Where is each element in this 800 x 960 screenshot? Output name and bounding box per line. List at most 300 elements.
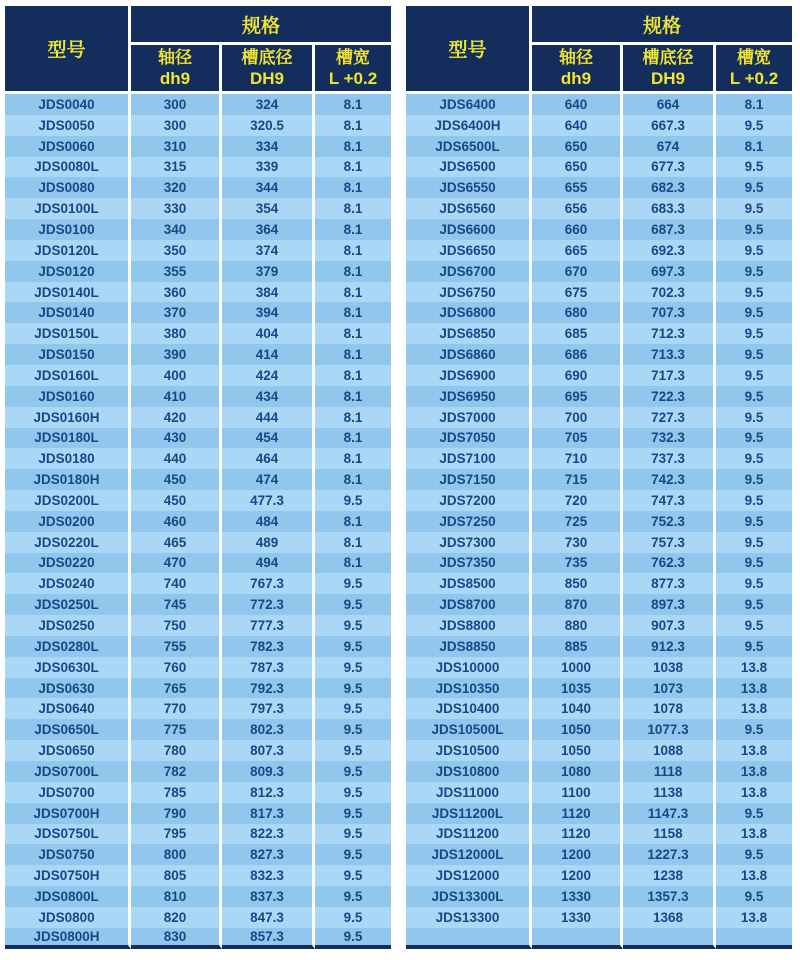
cell-groove-bottom-diameter: 444 [222,407,315,428]
column-header-groove-width [716,45,792,94]
cell-groove-width: 9.5 [315,490,391,511]
table-row [5,115,391,136]
table-row [406,573,792,594]
table-row [5,803,391,824]
cell-groove-width: 8.1 [315,553,391,574]
cell-model: JDS6700 [406,261,532,282]
cell-groove-width: 8.1 [315,157,391,178]
cell-shaft-diameter: 655 [532,177,623,198]
table-row [5,469,391,490]
cell-model: JDS0240 [5,573,131,594]
table-row [5,511,391,532]
spec-table-right [406,6,792,949]
table-header [406,6,792,94]
cell-model: JDS0630 [5,678,131,699]
table-row [5,302,391,323]
cell-groove-bottom-diameter: 404 [222,323,315,344]
table-row [5,615,391,636]
cell-groove-width: 9.5 [315,928,391,949]
cell-groove-width: 8.1 [315,428,391,449]
cell-shaft-diameter: 795 [131,824,222,845]
cell-groove-bottom-diameter: 767.3 [222,573,315,594]
cell-shaft-diameter: 805 [131,865,222,886]
cell-groove-bottom-diameter: 822.3 [222,824,315,845]
cell-groove-width: 9.5 [716,615,792,636]
cell-groove-bottom-diameter: 324 [222,94,315,115]
cell-shaft-diameter: 1050 [532,719,623,740]
cell-model: JDS0180 [5,448,131,469]
cell-groove-bottom-diameter: 494 [222,553,315,574]
cell-groove-bottom-diameter: 752.3 [623,511,716,532]
cell-model: JDS0800H [5,928,131,949]
column-header-spec: 规格 [532,6,792,45]
cell-model: JDS0750L [5,824,131,845]
cell-model: JDS7350 [406,553,532,574]
table-row [5,448,391,469]
cell-model: JDS10500L [406,719,532,740]
table-row [406,803,792,824]
cell-groove-bottom-diameter: 484 [222,511,315,532]
table-row [5,907,391,928]
cell-model: JDS13300L [406,886,532,907]
cell-shaft-diameter: 340 [131,219,222,240]
cell-groove-bottom-diameter: 1088 [623,740,716,761]
cell-groove-width: 9.5 [716,469,792,490]
cell-shaft-diameter: 785 [131,782,222,803]
cell-shaft-diameter: 420 [131,407,222,428]
table-row [406,198,792,219]
cell-model: JDS10500 [406,740,532,761]
cell-shaft-diameter: 390 [131,344,222,365]
cell-groove-bottom-diameter: 1227.3 [623,844,716,865]
cell-groove-width: 9.5 [716,886,792,907]
cell-shaft-diameter: 745 [131,594,222,615]
cell-groove-width: 9.5 [716,553,792,574]
cell-groove-width: 9.5 [315,657,391,678]
cell-groove-width: 9.5 [716,490,792,511]
cell-groove-bottom-diameter: 379 [222,261,315,282]
cell-groove-width: 13.8 [716,657,792,678]
cell-groove-bottom-diameter: 687.3 [623,219,716,240]
table-row [406,782,792,803]
cell-shaft-diameter: 1100 [532,782,623,803]
table-row [5,240,391,261]
table-row [5,782,391,803]
cell-shaft-diameter: 1080 [532,761,623,782]
cell-groove-width: 9.5 [315,865,391,886]
cell-shaft-diameter: 440 [131,448,222,469]
table-row [406,428,792,449]
cell-model: JDS0080 [5,177,131,198]
column-header-spec: 规格 [131,6,391,45]
cell-groove-bottom-diameter: 732.3 [623,428,716,449]
cell-groove-bottom-diameter: 474 [222,469,315,490]
table-row [5,719,391,740]
cell-groove-bottom-diameter: 1147.3 [623,803,716,824]
cell-groove-bottom-diameter: 384 [222,282,315,303]
cell-groove-width: 9.5 [315,886,391,907]
cell-groove-width: 8.1 [716,136,792,157]
cell-groove-width: 9.5 [716,157,792,178]
cell-shaft-diameter: 650 [532,157,623,178]
cell-groove-bottom-diameter: 777.3 [222,615,315,636]
cell-model: JDS0160L [5,365,131,386]
cell-shaft-diameter: 350 [131,240,222,261]
cell-groove-width: 9.5 [716,323,792,344]
cell-groove-bottom-diameter: 667.3 [623,115,716,136]
cell-shaft-diameter: 770 [131,698,222,719]
cell-groove-width: 9.5 [315,678,391,699]
cell-groove-bottom-diameter: 877.3 [623,573,716,594]
table-row [406,698,792,719]
cell-model: JDS0640 [5,698,131,719]
cell-model: JDS0650 [5,740,131,761]
cell-groove-width: 9.5 [716,219,792,240]
cell-model: JDS6550 [406,177,532,198]
cell-shaft-diameter: 300 [131,115,222,136]
cell-groove-width: 9.5 [716,365,792,386]
cell-model: JDS8800 [406,615,532,636]
table-row [406,636,792,657]
table-row [406,282,792,303]
cell-groove-bottom-diameter [623,928,716,949]
cell-shaft-diameter: 690 [532,365,623,386]
table-row [406,407,792,428]
table-row [406,553,792,574]
cell-groove-bottom-diameter: 907.3 [623,615,716,636]
cell-groove-width: 13.8 [716,678,792,699]
table-row [5,386,391,407]
cell-model: JDS0800 [5,907,131,928]
cell-shaft-diameter: 450 [131,490,222,511]
cell-groove-width: 9.5 [315,844,391,865]
column-header-label: 轴径 [158,48,192,67]
column-header-groove-bottom-diameter [623,45,716,94]
cell-shaft-diameter: 695 [532,386,623,407]
cell-shaft-diameter: 720 [532,490,623,511]
cell-groove-bottom-diameter: 489 [222,532,315,553]
cell-groove-width: 13.8 [716,698,792,719]
table-row [406,824,792,845]
cell-shaft-diameter: 740 [131,573,222,594]
cell-shaft-diameter: 1050 [532,740,623,761]
cell-groove-bottom-diameter: 1073 [623,678,716,699]
cell-groove-width: 9.5 [315,803,391,824]
cell-model: JDS0750H [5,865,131,886]
cell-model: JDS0700H [5,803,131,824]
column-header-label: 槽底径 [642,48,694,67]
cell-groove-width: 9.5 [315,907,391,928]
cell-model: JDS11200L [406,803,532,824]
cell-groove-bottom-diameter: 1357.3 [623,886,716,907]
cell-shaft-diameter: 650 [532,136,623,157]
cell-groove-bottom-diameter: 757.3 [623,532,716,553]
cell-groove-width: 8.1 [315,365,391,386]
table-row [406,94,792,115]
table-row [5,261,391,282]
table-body [5,94,391,949]
cell-model: JDS0080L [5,157,131,178]
cell-groove-width: 9.5 [716,448,792,469]
cell-shaft-diameter: 730 [532,532,623,553]
table-row [5,532,391,553]
cell-shaft-diameter: 686 [532,344,623,365]
cell-groove-bottom-diameter: 787.3 [222,657,315,678]
cell-model: JDS6800 [406,302,532,323]
cell-groove-bottom-diameter: 857.3 [222,928,315,949]
cell-groove-bottom-diameter: 1238 [623,865,716,886]
column-header-label: 槽宽 [737,48,771,67]
column-header-tolerance: L +0.2 [729,69,779,88]
cell-groove-width: 9.5 [315,615,391,636]
column-header-shaft-diameter [131,45,222,94]
cell-shaft-diameter: 380 [131,323,222,344]
cell-shaft-diameter: 820 [131,907,222,928]
column-header-tolerance: dh9 [159,69,191,88]
cell-shaft-diameter: 640 [532,115,623,136]
cell-shaft-diameter: 755 [131,636,222,657]
cell-model: JDS7200 [406,490,532,511]
cell-model: JDS0120 [5,261,131,282]
column-header-groove-bottom-diameter [222,45,315,94]
table-row [5,886,391,907]
cell-groove-width: 8.1 [315,407,391,428]
cell-shaft-diameter: 660 [532,219,623,240]
cell-shaft-diameter: 370 [131,302,222,323]
cell-groove-bottom-diameter: 454 [222,428,315,449]
cell-shaft-diameter: 1200 [532,844,623,865]
cell-groove-width: 9.5 [315,698,391,719]
cell-shaft-diameter: 665 [532,240,623,261]
cell-groove-width: 8.1 [315,136,391,157]
table-row [406,490,792,511]
table-row [406,448,792,469]
cell-groove-width: 9.5 [315,824,391,845]
cell-model: JDS0160H [5,407,131,428]
table-row [406,719,792,740]
cell-groove-width: 9.5 [315,594,391,615]
table-row [5,865,391,886]
cell-model: JDS7150 [406,469,532,490]
table-row [5,344,391,365]
table-row [406,157,792,178]
table-row [406,219,792,240]
cell-groove-width: 9.5 [716,282,792,303]
cell-shaft-diameter: 885 [532,636,623,657]
cell-model: JDS6860 [406,344,532,365]
cell-groove-width: 8.1 [315,219,391,240]
column-header-groove-width [315,45,391,94]
cell-groove-bottom-diameter: 809.3 [222,761,315,782]
cell-shaft-diameter: 450 [131,469,222,490]
cell-shaft-diameter: 656 [532,198,623,219]
cell-model: JDS0040 [5,94,131,115]
cell-groove-bottom-diameter: 897.3 [623,594,716,615]
cell-groove-bottom-diameter: 713.3 [623,344,716,365]
table-row [406,844,792,865]
cell-groove-bottom-diameter: 339 [222,157,315,178]
cell-groove-bottom-diameter: 772.3 [222,594,315,615]
cell-groove-bottom-diameter: 837.3 [222,886,315,907]
column-header-label: 槽底径 [241,48,293,67]
cell-groove-bottom-diameter: 812.3 [222,782,315,803]
cell-shaft-diameter: 315 [131,157,222,178]
table-row [5,94,391,115]
table-row [406,761,792,782]
cell-groove-width: 9.5 [315,636,391,657]
cell-model: JDS12000L [406,844,532,865]
table-row [5,323,391,344]
cell-shaft-diameter: 1120 [532,824,623,845]
cell-groove-width: 8.1 [716,94,792,115]
cell-model: JDS6600 [406,219,532,240]
cell-shaft-diameter: 640 [532,94,623,115]
cell-model: JDS7100 [406,448,532,469]
cell-groove-bottom-diameter: 912.3 [623,636,716,657]
cell-groove-width: 8.1 [315,302,391,323]
table-row [5,428,391,449]
cell-model: JDS6750 [406,282,532,303]
cell-shaft-diameter: 670 [532,261,623,282]
cell-model: JDS0140L [5,282,131,303]
column-header-tolerance: L +0.2 [328,69,378,88]
table-row [5,740,391,761]
cell-groove-bottom-diameter: 424 [222,365,315,386]
cell-model: JDS6400 [406,94,532,115]
table-row [5,594,391,615]
table-row [406,177,792,198]
cell-shaft-diameter: 705 [532,428,623,449]
cell-groove-bottom-diameter: 807.3 [222,740,315,761]
cell-model: JDS8700 [406,594,532,615]
cell-groove-bottom-diameter: 434 [222,386,315,407]
cell-groove-bottom-diameter: 334 [222,136,315,157]
cell-model: JDS11000 [406,782,532,803]
cell-groove-bottom-diameter: 1138 [623,782,716,803]
cell-model: JDS10400 [406,698,532,719]
cell-groove-width: 9.5 [716,636,792,657]
cell-groove-bottom-diameter: 827.3 [222,844,315,865]
cell-model: JDS0050 [5,115,131,136]
table-row [5,824,391,845]
cell-groove-width: 8.1 [315,177,391,198]
cell-shaft-diameter: 300 [131,94,222,115]
spec-table-left [5,6,391,949]
cell-groove-width: 9.5 [315,573,391,594]
table-row [5,573,391,594]
cell-groove-width: 9.5 [716,594,792,615]
cell-groove-bottom-diameter: 747.3 [623,490,716,511]
cell-shaft-diameter: 330 [131,198,222,219]
cell-model: JDS6560 [406,198,532,219]
column-header-label: 轴径 [559,48,593,67]
cell-groove-bottom-diameter: 737.3 [623,448,716,469]
table-row [406,928,792,949]
cell-groove-width: 8.1 [315,261,391,282]
cell-model: JDS0250 [5,615,131,636]
cell-groove-bottom-diameter: 782.3 [222,636,315,657]
cell-model: JDS0160 [5,386,131,407]
cell-model: JDS0800L [5,886,131,907]
cell-groove-bottom-diameter: 712.3 [623,323,716,344]
cell-groove-width: 13.8 [716,865,792,886]
cell-groove-bottom-diameter: 792.3 [222,678,315,699]
cell-model: JDS0700 [5,782,131,803]
cell-groove-bottom-diameter: 847.3 [222,907,315,928]
table-row [5,177,391,198]
table-row [406,594,792,615]
cell-model: JDS10350 [406,678,532,699]
cell-groove-width: 9.5 [716,407,792,428]
table-row [5,136,391,157]
cell-groove-width: 8.1 [315,115,391,136]
cell-groove-bottom-diameter: 664 [623,94,716,115]
table-row [406,657,792,678]
cell-model: JDS0220 [5,553,131,574]
cell-shaft-diameter: 355 [131,261,222,282]
table-row [406,865,792,886]
cell-shaft-diameter: 750 [131,615,222,636]
cell-shaft-diameter: 735 [532,553,623,574]
table-row [5,198,391,219]
column-header-tolerance: DH9 [249,69,284,88]
table-row [5,553,391,574]
cell-shaft-diameter: 680 [532,302,623,323]
table-row [406,323,792,344]
cell-groove-width: 8.1 [315,282,391,303]
cell-model: JDS0180H [5,469,131,490]
cell-groove-bottom-diameter: 1118 [623,761,716,782]
cell-groove-width: 9.5 [315,782,391,803]
cell-groove-width: 13.8 [716,782,792,803]
cell-groove-bottom-diameter: 374 [222,240,315,261]
cell-groove-bottom-diameter: 762.3 [623,553,716,574]
cell-groove-width: 8.1 [315,198,391,219]
cell-groove-width: 13.8 [716,824,792,845]
cell-groove-width: 9.5 [716,177,792,198]
cell-groove-width: 9.5 [315,719,391,740]
cell-groove-width: 9.5 [716,719,792,740]
cell-model: JDS6650 [406,240,532,261]
cell-groove-bottom-diameter: 1368 [623,907,716,928]
cell-groove-width: 9.5 [716,344,792,365]
cell-shaft-diameter: 790 [131,803,222,824]
cell-groove-bottom-diameter: 354 [222,198,315,219]
cell-model: JDS0140 [5,302,131,323]
cell-groove-bottom-diameter: 674 [623,136,716,157]
cell-groove-width: 8.1 [315,240,391,261]
table-row [406,136,792,157]
cell-shaft-diameter: 1330 [532,907,623,928]
cell-model: JDS0280L [5,636,131,657]
table-row [5,761,391,782]
cell-shaft-diameter: 360 [131,282,222,303]
cell-groove-bottom-diameter: 727.3 [623,407,716,428]
cell-groove-width: 9.5 [716,115,792,136]
cell-shaft-diameter: 465 [131,532,222,553]
cell-groove-width: 9.5 [716,428,792,449]
cell-groove-bottom-diameter: 414 [222,344,315,365]
cell-groove-bottom-diameter: 697.3 [623,261,716,282]
cell-groove-width: 9.5 [716,302,792,323]
cell-groove-width: 8.1 [315,323,391,344]
cell-groove-bottom-diameter: 1077.3 [623,719,716,740]
cell-shaft-diameter: 880 [532,615,623,636]
cell-shaft-diameter: 1120 [532,803,623,824]
table-row [5,698,391,719]
cell-groove-bottom-diameter: 802.3 [222,719,315,740]
table-row [406,511,792,532]
